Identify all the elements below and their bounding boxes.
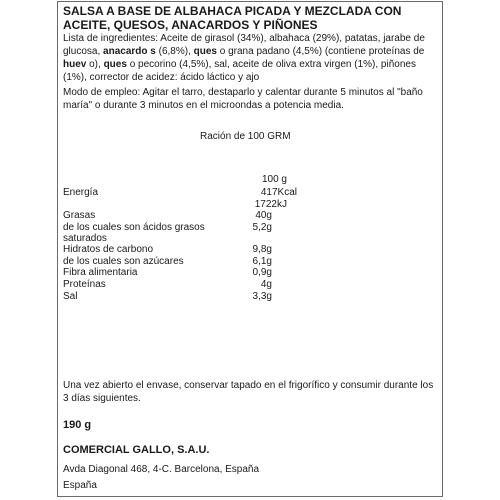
nutrition-label: Fibra alimentaria xyxy=(63,267,138,278)
nutrition-value: 40g xyxy=(255,210,272,221)
nutrition-label: Hidratos de carbono xyxy=(63,244,154,255)
nutrition-label: Grasas xyxy=(63,210,96,221)
nutrition-value: 417Kcal xyxy=(260,187,297,198)
net-weight: 190 g xyxy=(63,419,92,431)
company-name: COMERCIAL GALLO, S.A.U. xyxy=(63,444,210,456)
company-country: España xyxy=(63,480,97,491)
nutrition-value: 4g xyxy=(260,279,272,290)
nutrition-label: Energía xyxy=(63,187,99,198)
ingredients-text: Lista de ingredientes: Aceite de girasol (34%), albahaca (29%), patatas, jarabe de glucosa, anacardo s (6,8%), ques o grana padano (4,5%) (contiene proteínas de huev o), ques o pecorino (4,5%), sal, aceite de oliva extra virgen (1%), piñones (1%), corrector de acidez: ácido láctico y ajo xyxy=(63,33,425,83)
portion-label: Ración de 100 GRM xyxy=(200,131,291,142)
usage-instructions: Modo de empleo: Agitar el tarro, destaparlo y calentar durante 5 minutos al "baño maría" o durante 3 minutos en el microondas a potencia media. xyxy=(63,87,423,111)
product-title-line2: ACEITE, QUESOS, ANACARDOS Y PIÑONES xyxy=(63,18,318,32)
nutrition-label: Sal xyxy=(63,291,78,302)
portion-amount: 100 g xyxy=(261,174,287,185)
product-title-line1: SALSA A BASE DE ALBAHACA PICADA Y MEZCLADA CON xyxy=(63,4,402,18)
nutrition-value: 0,9g xyxy=(252,267,272,278)
nutrition-label: de los cuales son ácidos grasos xyxy=(63,222,205,233)
storage-instructions: Una vez abierto el envase, conservar tapado en el frigorífico y consumir durante los 3 días siguientes. xyxy=(63,380,434,404)
nutrition-value: 3,3g xyxy=(252,291,272,302)
nutrition-label: de los cuales son azúcares xyxy=(63,256,184,267)
nutrition-value: 9,8g xyxy=(252,244,272,255)
nutrition-label: saturados xyxy=(63,233,107,244)
nutrition-value: 5,2g xyxy=(252,222,272,233)
nutrition-value: 6,1g xyxy=(252,256,272,267)
nutrition-value: 1722kJ xyxy=(254,199,287,210)
nutrition-label: Proteínas xyxy=(63,279,106,290)
company-address: Avda Diagonal 468, 4-C. Barcelona, España xyxy=(63,464,260,475)
